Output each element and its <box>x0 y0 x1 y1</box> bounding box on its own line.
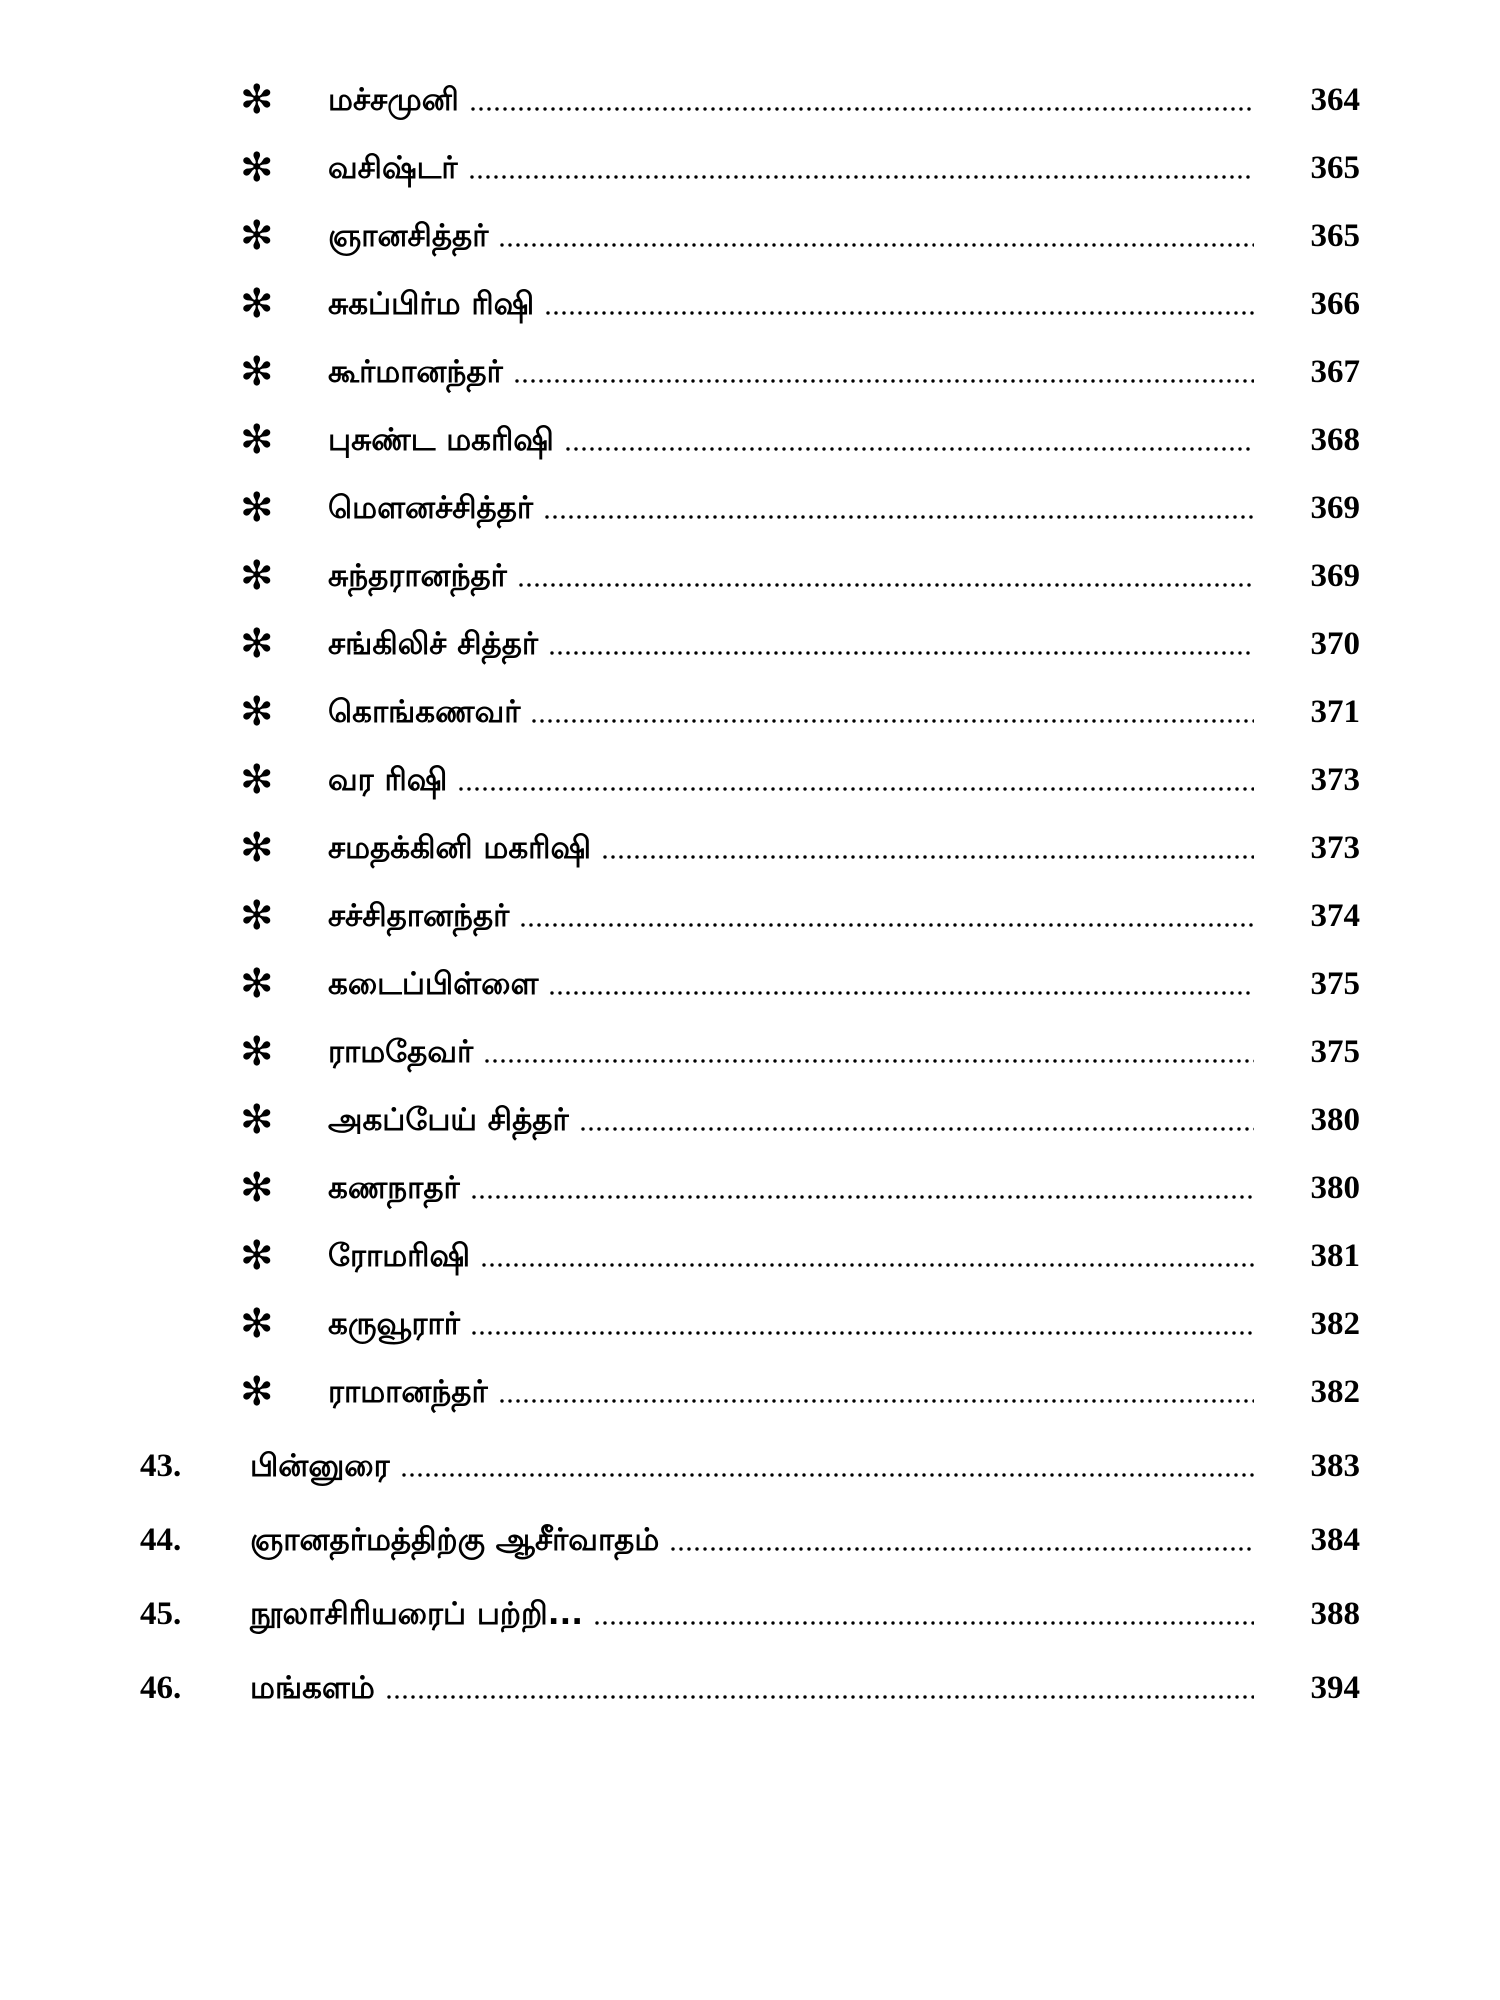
entry-title: பின்னுரை <box>250 1448 390 1484</box>
toc-entry <box>0 1358 1500 1426</box>
toc-entry <box>0 66 1500 134</box>
page-number: 388 <box>1310 1596 1360 1632</box>
entry-title: நூலாசிரியரைப் பற்றி... <box>250 1596 584 1632</box>
dot-leader <box>480 1262 1254 1268</box>
toc-entry <box>0 338 1500 406</box>
page-number: 369 <box>1310 490 1360 526</box>
dot-leader <box>483 1058 1254 1064</box>
asterisk-icon: ✻ <box>240 689 274 735</box>
toc-chapter-entry <box>0 1432 1500 1500</box>
dot-leader <box>548 990 1254 996</box>
dot-leader <box>498 242 1254 248</box>
chapter-number: 44. <box>140 1522 182 1558</box>
dot-leader <box>593 1620 1254 1626</box>
page-number: 367 <box>1310 354 1360 390</box>
entry-title: சமதக்கினி மகரிஷி <box>328 830 592 866</box>
toc-entry <box>0 1086 1500 1154</box>
asterisk-icon: ✻ <box>240 281 274 327</box>
chapter-number: 43. <box>140 1448 182 1484</box>
chapter-number: 46. <box>140 1670 182 1706</box>
asterisk-icon: ✻ <box>240 553 274 599</box>
toc-chapter-entry <box>0 1580 1500 1648</box>
toc-entry <box>0 406 1500 474</box>
page-number: 365 <box>1310 150 1360 186</box>
toc-chapter-entry <box>0 1506 1500 1574</box>
dot-leader <box>517 582 1254 588</box>
asterisk-icon: ✻ <box>240 893 274 939</box>
page-number: 366 <box>1310 286 1360 322</box>
asterisk-icon: ✻ <box>240 1369 274 1415</box>
asterisk-icon: ✻ <box>240 1301 274 1347</box>
asterisk-icon: ✻ <box>240 145 274 191</box>
page-number: 383 <box>1310 1448 1360 1484</box>
entry-title: சச்சிதானந்தர் <box>328 898 510 934</box>
page-number: 380 <box>1310 1170 1360 1206</box>
entry-title: மச்சமுனி <box>328 82 459 118</box>
asterisk-icon: ✻ <box>240 621 274 667</box>
dot-leader <box>544 310 1254 316</box>
toc-entry <box>0 1154 1500 1222</box>
asterisk-icon: ✻ <box>240 825 274 871</box>
dot-leader <box>579 1126 1254 1132</box>
toc-entry <box>0 950 1500 1018</box>
asterisk-icon: ✻ <box>240 77 274 123</box>
dot-leader <box>530 718 1254 724</box>
entry-title: ரோமரிஷி <box>328 1238 471 1274</box>
page-number: 381 <box>1310 1238 1360 1274</box>
page-number: 374 <box>1310 898 1360 934</box>
asterisk-icon: ✻ <box>240 1097 274 1143</box>
dot-leader <box>498 1398 1254 1404</box>
asterisk-icon: ✻ <box>240 961 274 1007</box>
asterisk-icon: ✻ <box>240 1165 274 1211</box>
toc-chapter-entry <box>0 1654 1500 1722</box>
entry-title: சுந்தரானந்தர் <box>328 558 507 594</box>
page-number: 382 <box>1310 1306 1360 1342</box>
asterisk-icon: ✻ <box>240 417 274 463</box>
asterisk-icon: ✻ <box>240 213 274 259</box>
toc-entry <box>0 1290 1500 1358</box>
page-number: 368 <box>1310 422 1360 458</box>
entry-title: அகப்பேய் சித்தர் <box>328 1102 569 1138</box>
page-number: 394 <box>1310 1670 1360 1706</box>
entry-title: கூர்மானந்தர் <box>328 354 503 390</box>
entry-title: சங்கிலிச் சித்தர் <box>328 626 539 662</box>
page-number: 364 <box>1310 82 1360 118</box>
page-number: 371 <box>1310 694 1360 730</box>
toc-entry <box>0 202 1500 270</box>
page-number: 369 <box>1310 558 1360 594</box>
page-number: 382 <box>1310 1374 1360 1410</box>
toc-entry <box>0 270 1500 338</box>
asterisk-icon: ✻ <box>240 349 274 395</box>
entry-title: கடைப்பிள்ளை <box>328 966 539 1002</box>
page-number: 365 <box>1310 218 1360 254</box>
toc-entry <box>0 746 1500 814</box>
chapter-number: 45. <box>140 1596 182 1632</box>
toc-entry <box>0 610 1500 678</box>
dot-leader <box>548 650 1254 656</box>
toc-entry <box>0 882 1500 950</box>
entry-title: கருவூரார் <box>328 1306 460 1342</box>
page-number: 370 <box>1310 626 1360 662</box>
dot-leader <box>470 1194 1254 1200</box>
entry-title: ராமானந்தர் <box>328 1374 488 1410</box>
toc-entry <box>0 814 1500 882</box>
asterisk-icon: ✻ <box>240 1029 274 1075</box>
dot-leader <box>519 922 1254 928</box>
entry-title: கணநாதர் <box>328 1170 460 1206</box>
page-number: 375 <box>1310 1034 1360 1070</box>
entry-title: ராமதேவர் <box>328 1034 474 1070</box>
dot-leader <box>470 1330 1254 1336</box>
page-number: 380 <box>1310 1102 1360 1138</box>
entry-title: வர ரிஷி <box>328 762 448 798</box>
page-number: 373 <box>1310 762 1360 798</box>
dot-leader <box>564 446 1254 452</box>
asterisk-icon: ✻ <box>240 485 274 531</box>
dot-leader <box>543 514 1254 520</box>
toc-entry <box>0 134 1500 202</box>
toc-entry <box>0 1222 1500 1290</box>
dot-leader <box>469 106 1254 112</box>
entry-title: வசிஷ்டர் <box>328 150 458 186</box>
entry-title: ஞானதர்மத்திற்கு ஆசீர்வாதம் <box>250 1522 660 1558</box>
entry-title: புசுண்ட மகரிஷி <box>328 422 554 458</box>
dot-leader <box>601 854 1254 860</box>
dot-leader <box>513 378 1254 384</box>
toc-entry <box>0 678 1500 746</box>
dot-leader <box>457 786 1254 792</box>
entry-title: சுகப்பிர்ம ரிஷி <box>328 286 535 322</box>
page-number: 373 <box>1310 830 1360 866</box>
page-number: 384 <box>1310 1522 1360 1558</box>
toc-entry <box>0 474 1500 542</box>
dot-leader <box>669 1546 1254 1552</box>
dot-leader <box>385 1694 1254 1700</box>
dot-leader <box>468 174 1254 180</box>
asterisk-icon: ✻ <box>240 757 274 803</box>
asterisk-icon: ✻ <box>240 1233 274 1279</box>
entry-title: ஞானசித்தர் <box>328 218 489 254</box>
dot-leader <box>400 1472 1254 1478</box>
toc-entry <box>0 542 1500 610</box>
toc-entry <box>0 1018 1500 1086</box>
entry-title: கொங்கணவர் <box>328 694 521 730</box>
entry-title: மௌனச்சித்தர் <box>328 490 534 526</box>
entry-title: மங்களம் <box>250 1670 375 1706</box>
page-number: 375 <box>1310 966 1360 1002</box>
